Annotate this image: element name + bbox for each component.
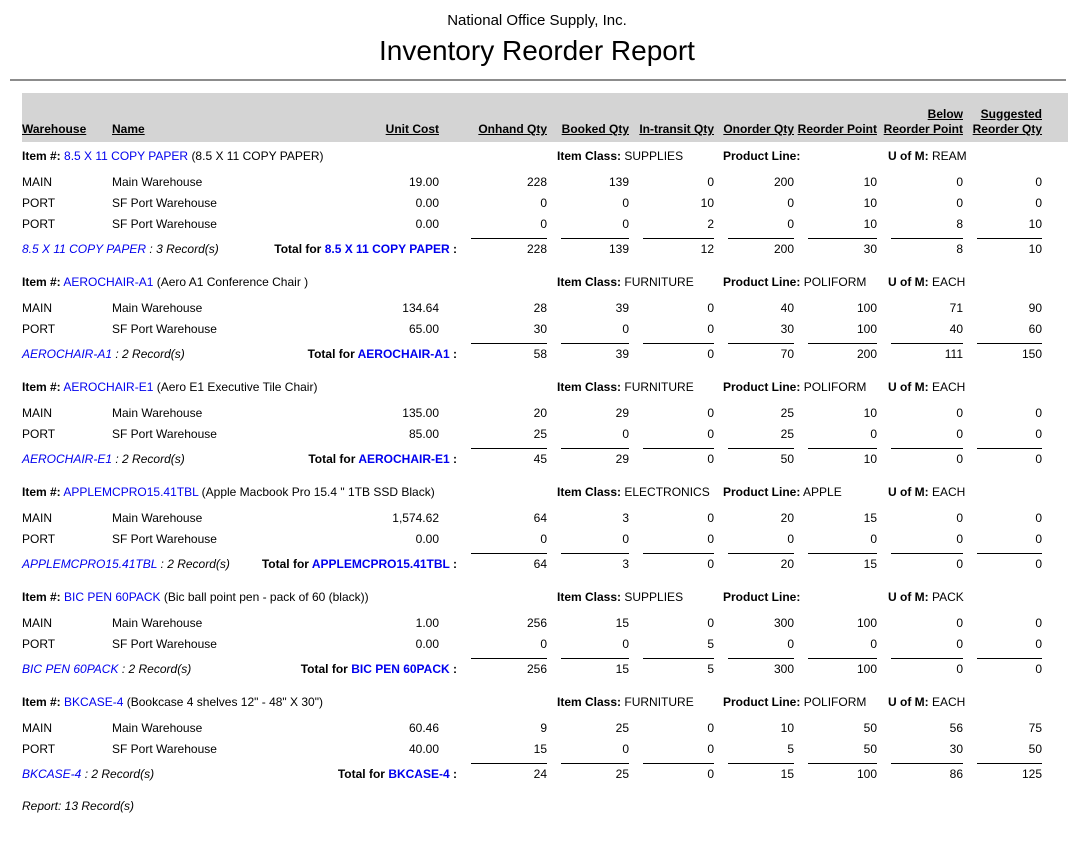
intransit-cell: 5 — [707, 637, 714, 651]
total-intransit: 5 — [629, 653, 714, 678]
name-cell: SF Port Warehouse — [112, 196, 217, 210]
warehouse-cell: MAIN — [22, 301, 52, 315]
table-row — [22, 611, 1068, 632]
item-code: 8.5 X 11 COPY PAPER — [22, 242, 147, 256]
uom-field: U of M: EACH — [888, 695, 966, 709]
group-total-label: Total for BKCASE-4 : — [337, 767, 457, 781]
product-line-field: Product Line: POLIFORM — [723, 380, 867, 394]
col-header-onorder-qty: Onorder Qty — [714, 93, 794, 142]
product-line-field: Product Line: — [723, 149, 801, 163]
name-cell: SF Port Warehouse — [112, 217, 217, 231]
total-intransit: 0 — [629, 338, 714, 363]
item-code: BKCASE-4 — [22, 767, 82, 781]
intransit-cell: 10 — [700, 196, 714, 210]
total-reorder-point: 10 — [794, 443, 877, 468]
below-reorder-cell: 0 — [956, 637, 963, 651]
total-booked: 15 — [547, 653, 629, 678]
name-cell: Main Warehouse — [112, 406, 203, 420]
item-class-field: Item Class: SUPPLIES — [557, 590, 684, 604]
name-cell: Main Warehouse — [112, 616, 203, 630]
total-below-reorder: 0 — [877, 653, 963, 678]
uom-field: U of M: EACH — [888, 380, 966, 394]
product-line-value: POLIFORM — [803, 695, 867, 709]
total-booked: 39 — [547, 338, 629, 363]
reorder-point-cell: 100 — [856, 322, 877, 336]
total-suggested: 0 — [963, 443, 1068, 468]
product-line-field: Product Line: POLIFORM — [723, 695, 867, 709]
warehouse-cell: PORT — [22, 532, 56, 546]
below-reorder-cell: 0 — [956, 427, 963, 441]
unit-cost-cell: 1.00 — [415, 616, 439, 630]
unit-cost-cell: 60.46 — [408, 721, 439, 735]
warehouse-cell: MAIN — [22, 616, 52, 630]
booked-cell: 0 — [622, 217, 629, 231]
reorder-point-cell: 0 — [870, 427, 877, 441]
item-class-value: FURNITURE — [624, 275, 694, 289]
below-reorder-cell: 0 — [956, 511, 963, 525]
item-description: (Bookcase 4 shelves 12" - 48" X 30") — [126, 695, 323, 709]
uom-field: U of M: REAM — [888, 149, 967, 163]
onorder-cell: 0 — [787, 637, 794, 651]
item-class-field: Item Class: FURNITURE — [557, 275, 694, 289]
name-cell: SF Port Warehouse — [112, 322, 217, 336]
suggested-reorder-cell: 50 — [1028, 742, 1042, 756]
suggested-reorder-cell: 90 — [1028, 301, 1042, 315]
item-header-row — [22, 258, 1068, 296]
item-class-value: FURNITURE — [624, 695, 694, 709]
total-booked: 139 — [547, 233, 629, 258]
group-total-label: Total for AEROCHAIR-E1 : — [308, 452, 457, 466]
records-count: 2 Record(s) — [167, 557, 230, 571]
unit-cost-cell: 135.00 — [402, 406, 439, 420]
page-title: Inventory Reorder Report — [379, 35, 695, 66]
warehouse-cell: MAIN — [22, 721, 52, 735]
col-header-intransit-qty: In-transit Qty — [629, 93, 714, 142]
total-onorder: 70 — [714, 338, 794, 363]
item-class-field: Item Class: SUPPLIES — [557, 149, 684, 163]
below-reorder-cell: 40 — [949, 322, 963, 336]
reorder-point-cell: 10 — [863, 196, 877, 210]
item-code: AEROCHAIR-E1 — [63, 380, 154, 394]
name-cell: Main Warehouse — [112, 301, 203, 315]
group-total-row — [22, 338, 1068, 363]
suggested-reorder-cell: 0 — [1035, 196, 1042, 210]
table-row — [22, 191, 1068, 212]
booked-cell: 25 — [615, 721, 629, 735]
table-row — [22, 506, 1068, 527]
total-below-reorder: 86 — [877, 758, 963, 783]
table-row — [22, 401, 1068, 422]
booked-cell: 15 — [615, 616, 629, 630]
item-code: BIC PEN 60PACK — [351, 662, 450, 676]
total-onorder: 300 — [714, 653, 794, 678]
onorder-cell: 25 — [780, 406, 794, 420]
table-row — [22, 716, 1068, 737]
onhand-cell: 25 — [533, 427, 547, 441]
intransit-cell: 0 — [707, 301, 714, 315]
uom-value: EACH — [932, 380, 966, 394]
below-reorder-cell: 0 — [956, 175, 963, 189]
col-header-unit-cost: Unit Cost — [317, 93, 457, 142]
reorder-point-cell: 50 — [863, 742, 877, 756]
item-code: APPLEMCPRO15.41TBL — [311, 557, 450, 571]
total-intransit: 0 — [629, 758, 714, 783]
item-heading: Item #: AEROCHAIR-A1 (Aero A1 Conference Chair ) — [22, 275, 309, 289]
total-intransit: 0 — [629, 548, 714, 573]
name-cell: Main Warehouse — [112, 175, 203, 189]
item-class-value: FURNITURE — [624, 380, 694, 394]
onhand-cell: 64 — [533, 511, 547, 525]
records-count: 2 Record(s) — [122, 347, 185, 361]
intransit-cell: 0 — [707, 322, 714, 336]
suggested-reorder-cell: 0 — [1035, 616, 1042, 630]
table-row — [22, 317, 1068, 338]
reorder-point-cell: 10 — [863, 406, 877, 420]
uom-field: U of M: EACH — [888, 485, 966, 499]
total-onhand: 45 — [457, 443, 547, 468]
onhand-cell: 15 — [533, 742, 547, 756]
item-heading: Item #: BKCASE-4 (Bookcase 4 shelves 12" - 48" X 30") — [22, 695, 323, 709]
intransit-cell: 0 — [707, 511, 714, 525]
item-header-row — [22, 468, 1068, 506]
name-cell: SF Port Warehouse — [112, 427, 217, 441]
booked-cell: 3 — [622, 511, 629, 525]
booked-cell: 0 — [622, 532, 629, 546]
item-code: AEROCHAIR-A1 — [22, 347, 113, 361]
table-row — [22, 737, 1068, 758]
intransit-cell: 0 — [707, 616, 714, 630]
unit-cost-cell: 65.00 — [408, 322, 439, 336]
total-onorder: 50 — [714, 443, 794, 468]
col-header-warehouse: Warehouse — [22, 93, 112, 142]
onorder-cell: 200 — [773, 175, 794, 189]
item-description: (Aero A1 Conference Chair ) — [156, 275, 309, 289]
onhand-cell: 0 — [540, 196, 547, 210]
unit-cost-cell: 0.00 — [415, 637, 439, 651]
onhand-cell: 20 — [533, 406, 547, 420]
product-line-field: Product Line: POLIFORM — [723, 275, 867, 289]
onorder-cell: 25 — [780, 427, 794, 441]
item-code: APPLEMCPRO15.41TBL — [22, 557, 158, 571]
total-onhand: 256 — [457, 653, 547, 678]
records-count: 2 Record(s) — [122, 452, 185, 466]
uom-field: U of M: EACH — [888, 275, 966, 289]
col-header-reorder-point: Reorder Point — [794, 93, 877, 142]
total-reorder-point: 100 — [794, 653, 877, 678]
total-onorder: 200 — [714, 233, 794, 258]
onorder-cell: 0 — [787, 196, 794, 210]
warehouse-cell: PORT — [22, 196, 56, 210]
col-header-name: Name — [112, 93, 317, 142]
item-code: BIC PEN 60PACK — [64, 590, 161, 604]
group-records-label: APPLEMCPRO15.41TBL : 2 Record(s) — [22, 557, 230, 571]
unit-cost-cell: 0.00 — [415, 196, 439, 210]
item-description: (Aero E1 Executive Tile Chair) — [156, 380, 318, 394]
total-onhand: 24 — [457, 758, 547, 783]
table-row — [22, 212, 1068, 233]
col-header-onhand-qty: Onhand Qty — [457, 93, 547, 142]
suggested-reorder-cell: 0 — [1035, 406, 1042, 420]
below-reorder-cell: 0 — [956, 616, 963, 630]
item-description: (8.5 X 11 COPY PAPER) — [191, 149, 324, 163]
booked-cell: 39 — [615, 301, 629, 315]
table-row — [22, 527, 1068, 548]
item-heading: Item #: APPLEMCPRO15.41TBL (Apple Macbook Pro 15.4 " 1TB SSD Black) — [22, 485, 435, 499]
onorder-cell: 30 — [780, 322, 794, 336]
item-class-field: Item Class: ELECTRONICS — [557, 485, 710, 499]
group-records-label: 8.5 X 11 COPY PAPER : 3 Record(s) — [22, 242, 219, 256]
item-header-row — [22, 142, 1068, 170]
below-reorder-cell: 0 — [956, 406, 963, 420]
report-record-count: Report: 13 Record(s) — [22, 799, 135, 813]
intransit-cell: 2 — [707, 217, 714, 231]
table-row — [22, 170, 1068, 191]
uom-field: U of M: PACK — [888, 590, 964, 604]
onhand-cell: 256 — [526, 616, 547, 630]
unit-cost-cell: 19.00 — [408, 175, 439, 189]
total-suggested: 10 — [963, 233, 1068, 258]
name-cell: SF Port Warehouse — [112, 742, 217, 756]
intransit-cell: 0 — [707, 721, 714, 735]
warehouse-cell: MAIN — [22, 406, 52, 420]
records-count: 2 Record(s) — [91, 767, 155, 781]
item-class-value: ELECTRONICS — [624, 485, 710, 499]
warehouse-cell: PORT — [22, 637, 56, 651]
item-code: BIC PEN 60PACK — [22, 662, 119, 676]
total-booked: 25 — [547, 758, 629, 783]
product-line-value: POLIFORM — [803, 380, 867, 394]
booked-cell: 0 — [622, 427, 629, 441]
item-code: BKCASE-4 — [64, 695, 124, 709]
onhand-cell: 28 — [533, 301, 547, 315]
product-line-field: Product Line: — [723, 590, 801, 604]
unit-cost-cell: 134.64 — [402, 301, 439, 315]
warehouse-cell: PORT — [22, 322, 56, 336]
item-heading — [22, 149, 557, 163]
intransit-cell: 0 — [707, 742, 714, 756]
group-total-row — [22, 443, 1068, 468]
below-reorder-cell: 0 — [956, 532, 963, 546]
group-total-row — [22, 758, 1068, 783]
reorder-point-cell: 15 — [863, 511, 877, 525]
item-code: AEROCHAIR-A1 — [357, 347, 450, 361]
total-intransit: 0 — [629, 443, 714, 468]
suggested-reorder-cell: 0 — [1035, 511, 1042, 525]
total-suggested: 0 — [963, 548, 1068, 573]
item-class-value: SUPPLIES — [624, 149, 684, 163]
item-code: 8.5 X 11 COPY PAPER — [324, 242, 450, 256]
records-count: 2 Record(s) — [128, 662, 192, 676]
suggested-reorder-cell: 10 — [1028, 217, 1042, 231]
uom-value: EACH — [932, 485, 966, 499]
item-code: BKCASE-4 — [388, 767, 450, 781]
onorder-cell: 5 — [787, 742, 794, 756]
unit-cost-cell: 85.00 — [408, 427, 439, 441]
item-description: (Bic ball point pen - pack of 60 (black)) — [163, 590, 369, 604]
below-reorder-cell: 0 — [956, 196, 963, 210]
onorder-cell: 20 — [780, 511, 794, 525]
total-onhand: 64 — [457, 548, 547, 573]
group-records-label: BKCASE-4 : 2 Record(s) — [22, 767, 155, 781]
unit-cost-cell: 0.00 — [415, 217, 439, 231]
item-number-label: Item #: — [22, 149, 61, 163]
unit-cost-cell: 40.00 — [408, 742, 439, 756]
item-description: (Apple Macbook Pro 15.4 " 1TB SSD Black) — [201, 485, 435, 499]
col-header-booked-qty: Booked Qty — [547, 93, 629, 142]
company-name: National Office Supply, Inc. — [447, 12, 627, 29]
group-total-label: Total for AEROCHAIR-A1 : — [307, 347, 457, 361]
total-reorder-point: 15 — [794, 548, 877, 573]
col-header-below-reorder-point: Below Reorder Point — [877, 93, 963, 142]
total-onorder: 20 — [714, 548, 794, 573]
total-intransit: 12 — [629, 233, 714, 258]
group-total-label: Total for APPLEMCPRO15.41TBL : — [261, 557, 457, 571]
product-line-value: POLIFORM — [803, 275, 867, 289]
warehouse-cell: MAIN — [22, 175, 52, 189]
product-line-value: APPLE — [803, 485, 842, 499]
table-row — [22, 296, 1068, 317]
intransit-cell: 0 — [707, 406, 714, 420]
reorder-point-cell: 50 — [863, 721, 877, 735]
group-records-label: BIC PEN 60PACK : 2 Record(s) — [22, 662, 192, 676]
uom-value: REAM — [932, 149, 967, 163]
booked-cell: 0 — [622, 322, 629, 336]
uom-value: EACH — [932, 275, 966, 289]
below-reorder-cell: 56 — [949, 721, 963, 735]
col-header-suggested-reorder-qty: Suggested Reorder Qty — [963, 93, 1068, 142]
reorder-point-cell: 100 — [856, 301, 877, 315]
onhand-cell: 0 — [540, 532, 547, 546]
booked-cell: 139 — [608, 175, 629, 189]
product-line-field: Product Line: APPLE — [723, 485, 842, 499]
group-total-row — [22, 233, 1068, 258]
onhand-cell: 0 — [540, 637, 547, 651]
suggested-reorder-cell: 0 — [1035, 427, 1042, 441]
item-header-row — [22, 573, 1068, 611]
item-class-value: SUPPLIES — [624, 590, 684, 604]
onhand-cell: 228 — [526, 175, 547, 189]
group-total-label: Total for 8.5 X 11 COPY PAPER : — [274, 242, 457, 256]
group-total-label: Total for BIC PEN 60PACK : — [300, 662, 457, 676]
total-onhand: 228 — [457, 233, 547, 258]
total-below-reorder: 0 — [877, 443, 963, 468]
name-cell: SF Port Warehouse — [112, 532, 217, 546]
onorder-cell: 40 — [780, 301, 794, 315]
suggested-reorder-cell: 0 — [1035, 637, 1042, 651]
item-code: AEROCHAIR-E1 — [358, 452, 450, 466]
below-reorder-cell: 8 — [956, 217, 963, 231]
item-header-row — [22, 363, 1068, 401]
booked-cell: 0 — [622, 742, 629, 756]
booked-cell: 0 — [622, 196, 629, 210]
reorder-point-cell: 100 — [856, 616, 877, 630]
onorder-cell: 0 — [787, 217, 794, 231]
item-class-field: Item Class: FURNITURE — [557, 380, 694, 394]
item-class-field: Item Class: FURNITURE — [557, 695, 694, 709]
booked-cell: 0 — [622, 637, 629, 651]
item-header-row — [22, 678, 1068, 716]
onhand-cell: 0 — [540, 217, 547, 231]
group-total-row — [22, 653, 1068, 678]
warehouse-cell: PORT — [22, 217, 56, 231]
warehouse-cell: PORT — [22, 427, 56, 441]
reorder-point-cell: 0 — [870, 637, 877, 651]
warehouse-cell: PORT — [22, 742, 56, 756]
group-records-label: AEROCHAIR-E1 : 2 Record(s) — [22, 452, 185, 466]
total-booked: 29 — [547, 443, 629, 468]
below-reorder-cell: 30 — [949, 742, 963, 756]
reorder-point-cell: 0 — [870, 532, 877, 546]
item-heading: Item #: AEROCHAIR-E1 (Aero E1 Executive Tile Chair) — [22, 380, 318, 394]
group-total-row — [22, 548, 1068, 573]
total-suggested: 0 — [963, 653, 1068, 678]
reorder-point-cell: 10 — [863, 217, 877, 231]
name-cell: Main Warehouse — [112, 721, 203, 735]
suggested-reorder-cell: 75 — [1028, 721, 1042, 735]
unit-cost-cell: 0.00 — [415, 532, 439, 546]
total-reorder-point: 200 — [794, 338, 877, 363]
total-onhand: 58 — [457, 338, 547, 363]
total-below-reorder: 111 — [877, 338, 963, 363]
total-suggested: 150 — [963, 338, 1068, 363]
suggested-reorder-cell: 0 — [1035, 175, 1042, 189]
total-below-reorder: 0 — [877, 548, 963, 573]
intransit-cell: 0 — [707, 175, 714, 189]
onorder-cell: 10 — [780, 721, 794, 735]
item-code: AEROCHAIR-E1 — [22, 452, 113, 466]
header-divider — [10, 79, 1066, 81]
intransit-cell: 0 — [707, 532, 714, 546]
suggested-reorder-cell: 0 — [1035, 532, 1042, 546]
name-cell: Main Warehouse — [112, 511, 203, 525]
uom-value: EACH — [932, 695, 966, 709]
item-code: AEROCHAIR-A1 — [63, 275, 154, 289]
inventory-report-table — [22, 93, 1068, 783]
intransit-cell: 0 — [707, 427, 714, 441]
table-row — [22, 632, 1068, 653]
total-onorder: 15 — [714, 758, 794, 783]
unit-cost-cell: 1,574.62 — [392, 511, 439, 525]
warehouse-cell: MAIN — [22, 511, 52, 525]
reorder-point-cell: 10 — [863, 175, 877, 189]
total-suggested: 125 — [963, 758, 1068, 783]
records-count: 3 Record(s) — [156, 242, 219, 256]
onhand-cell: 30 — [533, 322, 547, 336]
onorder-cell: 0 — [787, 532, 794, 546]
onorder-cell: 300 — [773, 616, 794, 630]
below-reorder-cell: 71 — [949, 301, 963, 315]
total-reorder-point: 30 — [794, 233, 877, 258]
item-code: APPLEMCPRO15.41TBL — [63, 485, 199, 499]
total-reorder-point: 100 — [794, 758, 877, 783]
suggested-reorder-cell: 60 — [1028, 322, 1042, 336]
uom-value: PACK — [932, 590, 964, 604]
table-row — [22, 422, 1068, 443]
onhand-cell: 9 — [540, 721, 547, 735]
total-below-reorder: 8 — [877, 233, 963, 258]
booked-cell: 29 — [615, 406, 629, 420]
item-code: 8.5 X 11 COPY PAPER — [64, 149, 189, 163]
group-records-label: AEROCHAIR-A1 : 2 Record(s) — [22, 347, 185, 361]
column-header-row — [22, 93, 1068, 142]
name-cell: SF Port Warehouse — [112, 637, 217, 651]
item-heading: Item #: BIC PEN 60PACK (Bic ball point pen - pack of 60 (black)) — [22, 590, 369, 604]
total-booked: 3 — [547, 548, 629, 573]
